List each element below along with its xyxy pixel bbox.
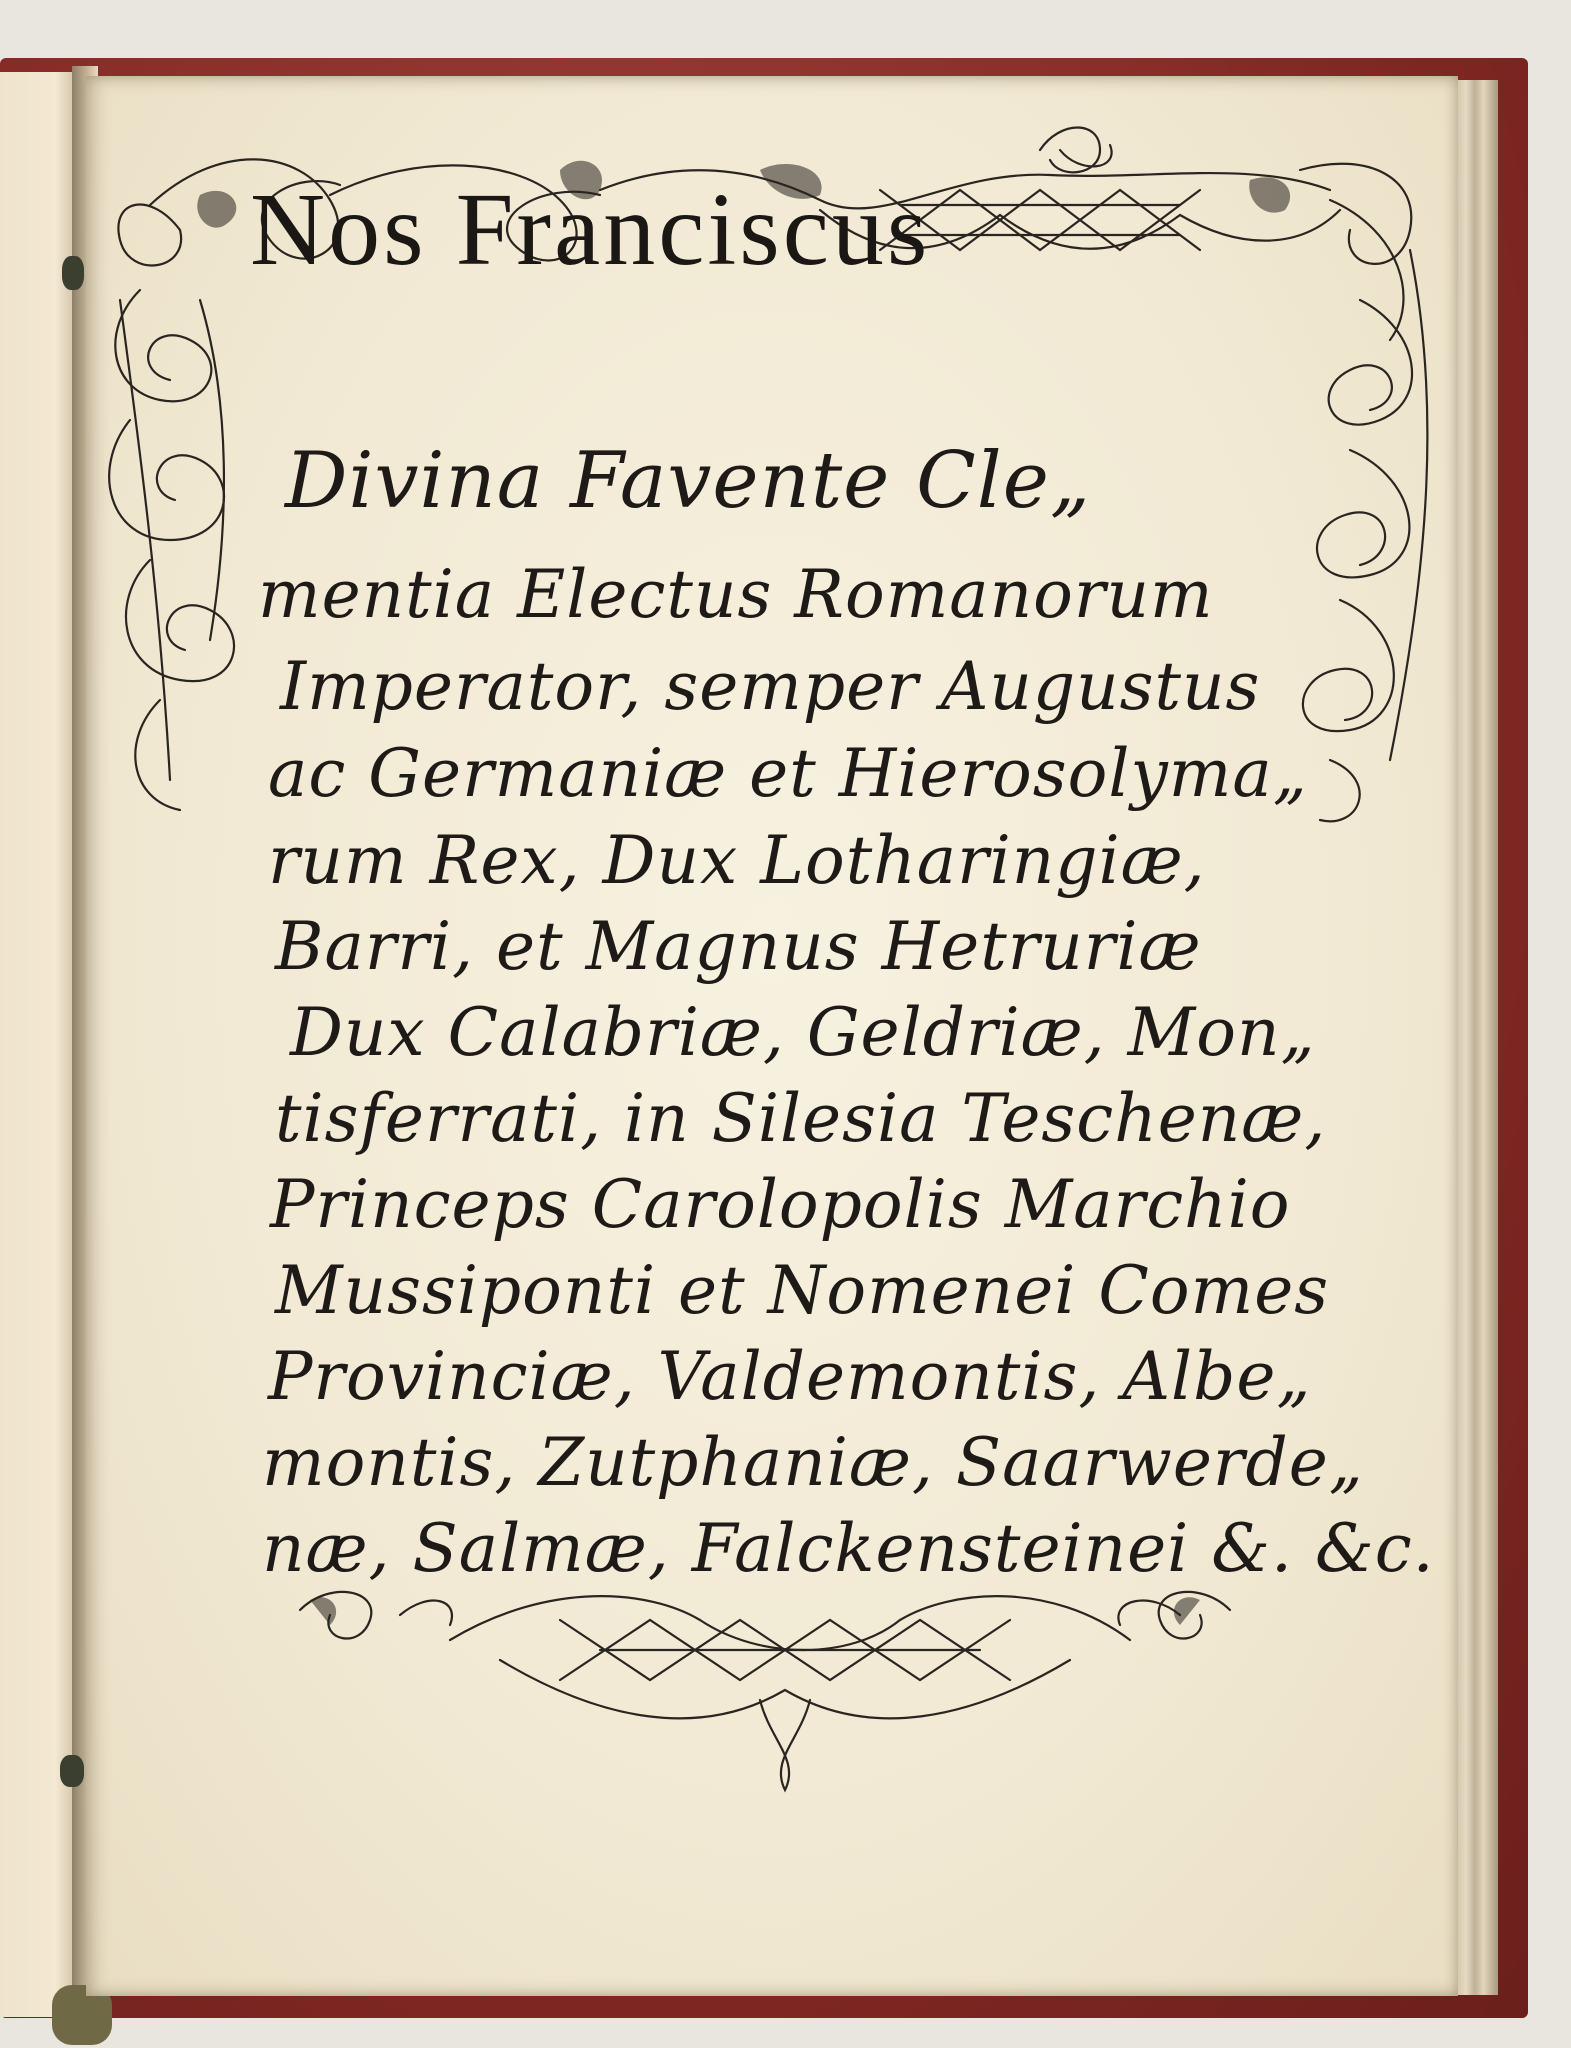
text-line-2: mentia Electus Romanorum [258,556,1214,633]
text-line-7: Dux Calabriæ, Geldriæ, Mon„ [290,994,1316,1071]
text-line-13: næ, Salmæ, Falckensteinei &. &c. [262,1510,1435,1587]
text-line-8: tisferrati, in Silesia Teschenæ, [275,1080,1327,1157]
text-line-1: Divina Favente Cle„ [285,436,1092,526]
text-line-12: montis, Zutphaniæ, Saarwerde„ [262,1424,1364,1501]
text-line-6: Barri, et Magnus Hetruriæ [275,908,1202,985]
text-line-3: Imperator, semper Augustus [280,648,1261,725]
text-line-11: Provinciæ, Valdemontis, Albe„ [268,1338,1312,1415]
text-line-10: Mussiponti et Nomenei Comes [275,1252,1330,1329]
text-line-5: rum Rex, Dux Lotharingiæ, [268,822,1206,899]
text-line-9: Princeps Carolopolis Marchio [270,1166,1291,1243]
text-line-4: ac Germaniæ et Hierosolyma„ [268,735,1308,812]
page-title: Nos Franciscus [250,172,931,287]
